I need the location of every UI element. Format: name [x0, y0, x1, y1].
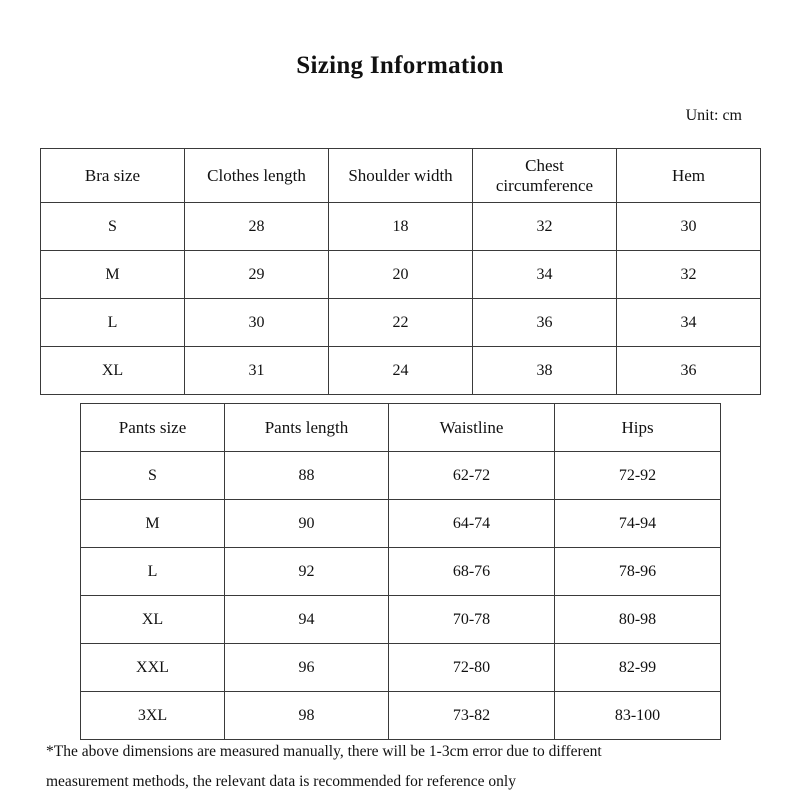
cell-size: L	[41, 299, 185, 347]
column-header-pants-length: Pants length	[225, 404, 389, 452]
table-header-row	[41, 149, 761, 203]
table-row	[81, 548, 721, 596]
cell-pants-length: 92	[225, 548, 389, 596]
cell-size: 3XL	[81, 692, 225, 740]
table-row	[81, 452, 721, 500]
pants-size-table	[80, 403, 721, 740]
cell-clothes-length: 31	[185, 347, 329, 395]
cell-hem: 36	[617, 347, 761, 395]
table-row	[81, 644, 721, 692]
unit-note: Unit: cm	[685, 107, 742, 124]
cell-hips: 82-99	[555, 644, 721, 692]
cell-shoulder-width: 20	[329, 251, 473, 299]
page-title: Sizing Information	[296, 52, 504, 79]
cell-hips: 74-94	[555, 500, 721, 548]
cell-size: M	[41, 251, 185, 299]
cell-chest-circumference: 34	[473, 251, 617, 299]
cell-size: S	[41, 203, 185, 251]
cell-hem: 34	[617, 299, 761, 347]
cell-clothes-length: 30	[185, 299, 329, 347]
cell-size: XXL	[81, 644, 225, 692]
cell-pants-length: 98	[225, 692, 389, 740]
cell-chest-circumference: 38	[473, 347, 617, 395]
column-header-pants-size: Pants size	[81, 404, 225, 452]
cell-waistline: 64-74	[389, 500, 555, 548]
table-header-row	[81, 404, 721, 452]
column-header-shoulder-width: Shoulder width	[329, 149, 473, 203]
cell-shoulder-width: 24	[329, 347, 473, 395]
cell-size: XL	[81, 596, 225, 644]
cell-waistline: 73-82	[389, 692, 555, 740]
bra-size-table	[40, 148, 761, 395]
cell-hips: 72-92	[555, 452, 721, 500]
table-row	[81, 692, 721, 740]
table-row	[41, 251, 761, 299]
cell-chest-circumference: 36	[473, 299, 617, 347]
table-row	[81, 596, 721, 644]
table-row	[81, 500, 721, 548]
cell-size: S	[81, 452, 225, 500]
cell-waistline: 70-78	[389, 596, 555, 644]
cell-pants-length: 94	[225, 596, 389, 644]
column-header-hem: Hem	[617, 149, 761, 203]
cell-size: XL	[41, 347, 185, 395]
footnote-line-1: *The above dimensions are measured manually, there will be 1-3cm error due to different	[46, 743, 602, 760]
footnote-line-2: measurement methods, the relevant data is recommended for reference only	[46, 773, 516, 791]
cell-size: M	[81, 500, 225, 548]
cell-pants-length: 88	[225, 452, 389, 500]
cell-shoulder-width: 22	[329, 299, 473, 347]
cell-clothes-length: 29	[185, 251, 329, 299]
cell-size: L	[81, 548, 225, 596]
cell-clothes-length: 28	[185, 203, 329, 251]
cell-pants-length: 90	[225, 500, 389, 548]
column-header-waistline: Waistline	[389, 404, 555, 452]
cell-waistline: 62-72	[389, 452, 555, 500]
column-header-hips: Hips	[555, 404, 721, 452]
cell-hips: 83-100	[555, 692, 721, 740]
column-header-chest-circumference: Chest circumference	[473, 149, 617, 203]
cell-hem: 32	[617, 251, 761, 299]
table-row	[41, 299, 761, 347]
column-header-clothes-length: Clothes length	[185, 149, 329, 203]
table-row	[41, 203, 761, 251]
cell-hem: 30	[617, 203, 761, 251]
column-header-bra-size: Bra size	[41, 149, 185, 203]
cell-hips: 78-96	[555, 548, 721, 596]
cell-chest-circumference: 32	[473, 203, 617, 251]
cell-pants-length: 96	[225, 644, 389, 692]
cell-hips: 80-98	[555, 596, 721, 644]
table-row	[41, 347, 761, 395]
cell-waistline: 72-80	[389, 644, 555, 692]
cell-shoulder-width: 18	[329, 203, 473, 251]
cell-waistline: 68-76	[389, 548, 555, 596]
footnote	[46, 737, 761, 797]
